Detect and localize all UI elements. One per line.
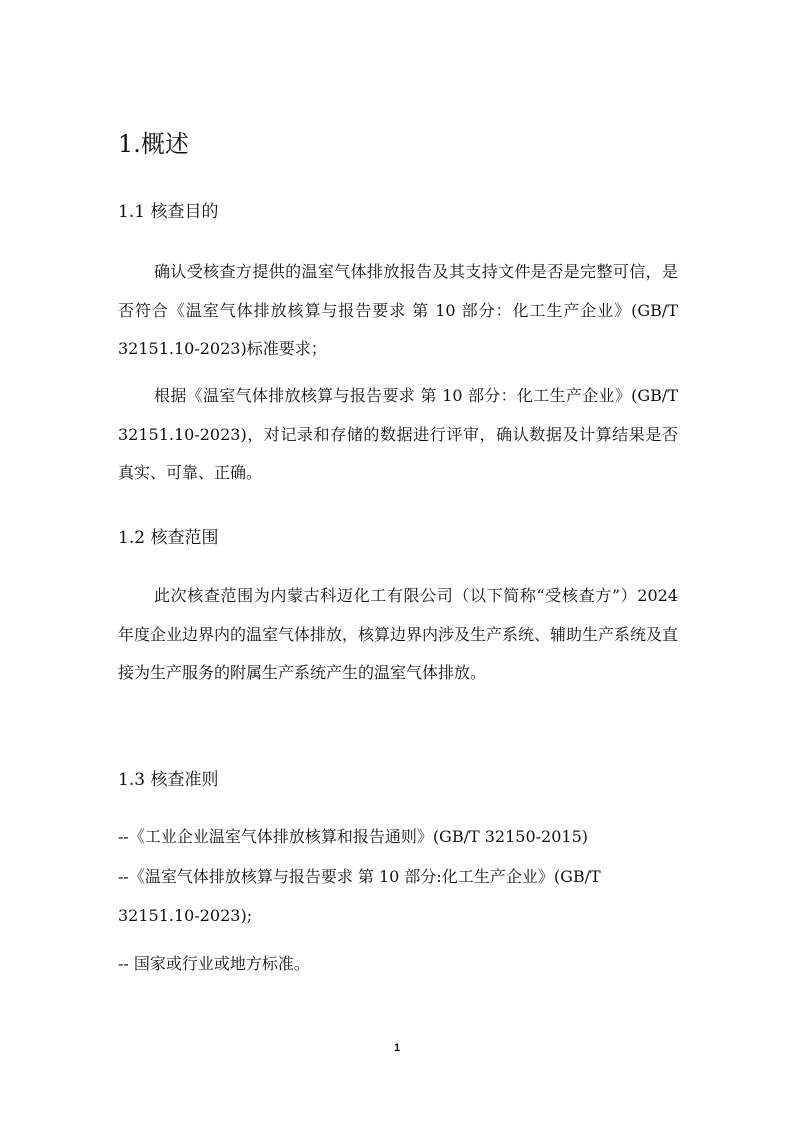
subsection-heading-scope: 1.2 核查范围 [118, 528, 219, 548]
subsection-heading-criteria: 1.3 核查准则 [118, 770, 219, 790]
paragraph-purpose-1: 确认受核查方提供的温室气体排放报告及其支持文件是否是完整可信，是否符合《温室气体排放核算与报告要求 第 10 部分：化工生产企业》(GB/T 32151.10-2023)标准要求； [118, 262, 678, 358]
criteria-item: --《工业企业温室气体排放核算和报告通则》(GB/T 32150-2015) [118, 827, 589, 846]
criteria-item: --《温室气体排放核算与报告要求 第 10 部分:化工生产企业》(GB/T 32151.10-2023); [118, 867, 601, 925]
criteria-item: -- 国家或行业或地方标准。 [118, 954, 310, 973]
page-number: 1 [393, 1042, 401, 1054]
section-title: 1.概述 [118, 130, 189, 158]
subsection-heading-purpose: 1.1 核查目的 [118, 202, 219, 222]
paragraph-scope: 此次核查范围为内蒙古科迈化工有限公司（以下简称“受核查方”）2024 年度企业边界内的温室气体排放，核算边界内涉及生产系统、辅助生产系统及直接为生产服务的附属生产系统产生的温室气体排放。 [118, 586, 679, 682]
paragraph-purpose-2: 根据《温室气体排放核算与报告要求 第 10 部分：化工生产企业》(GB/T 32151.10-2023)，对记录和存储的数据进行评审，确认数据及计算结果是否真实、可靠、正确。 [118, 386, 678, 482]
